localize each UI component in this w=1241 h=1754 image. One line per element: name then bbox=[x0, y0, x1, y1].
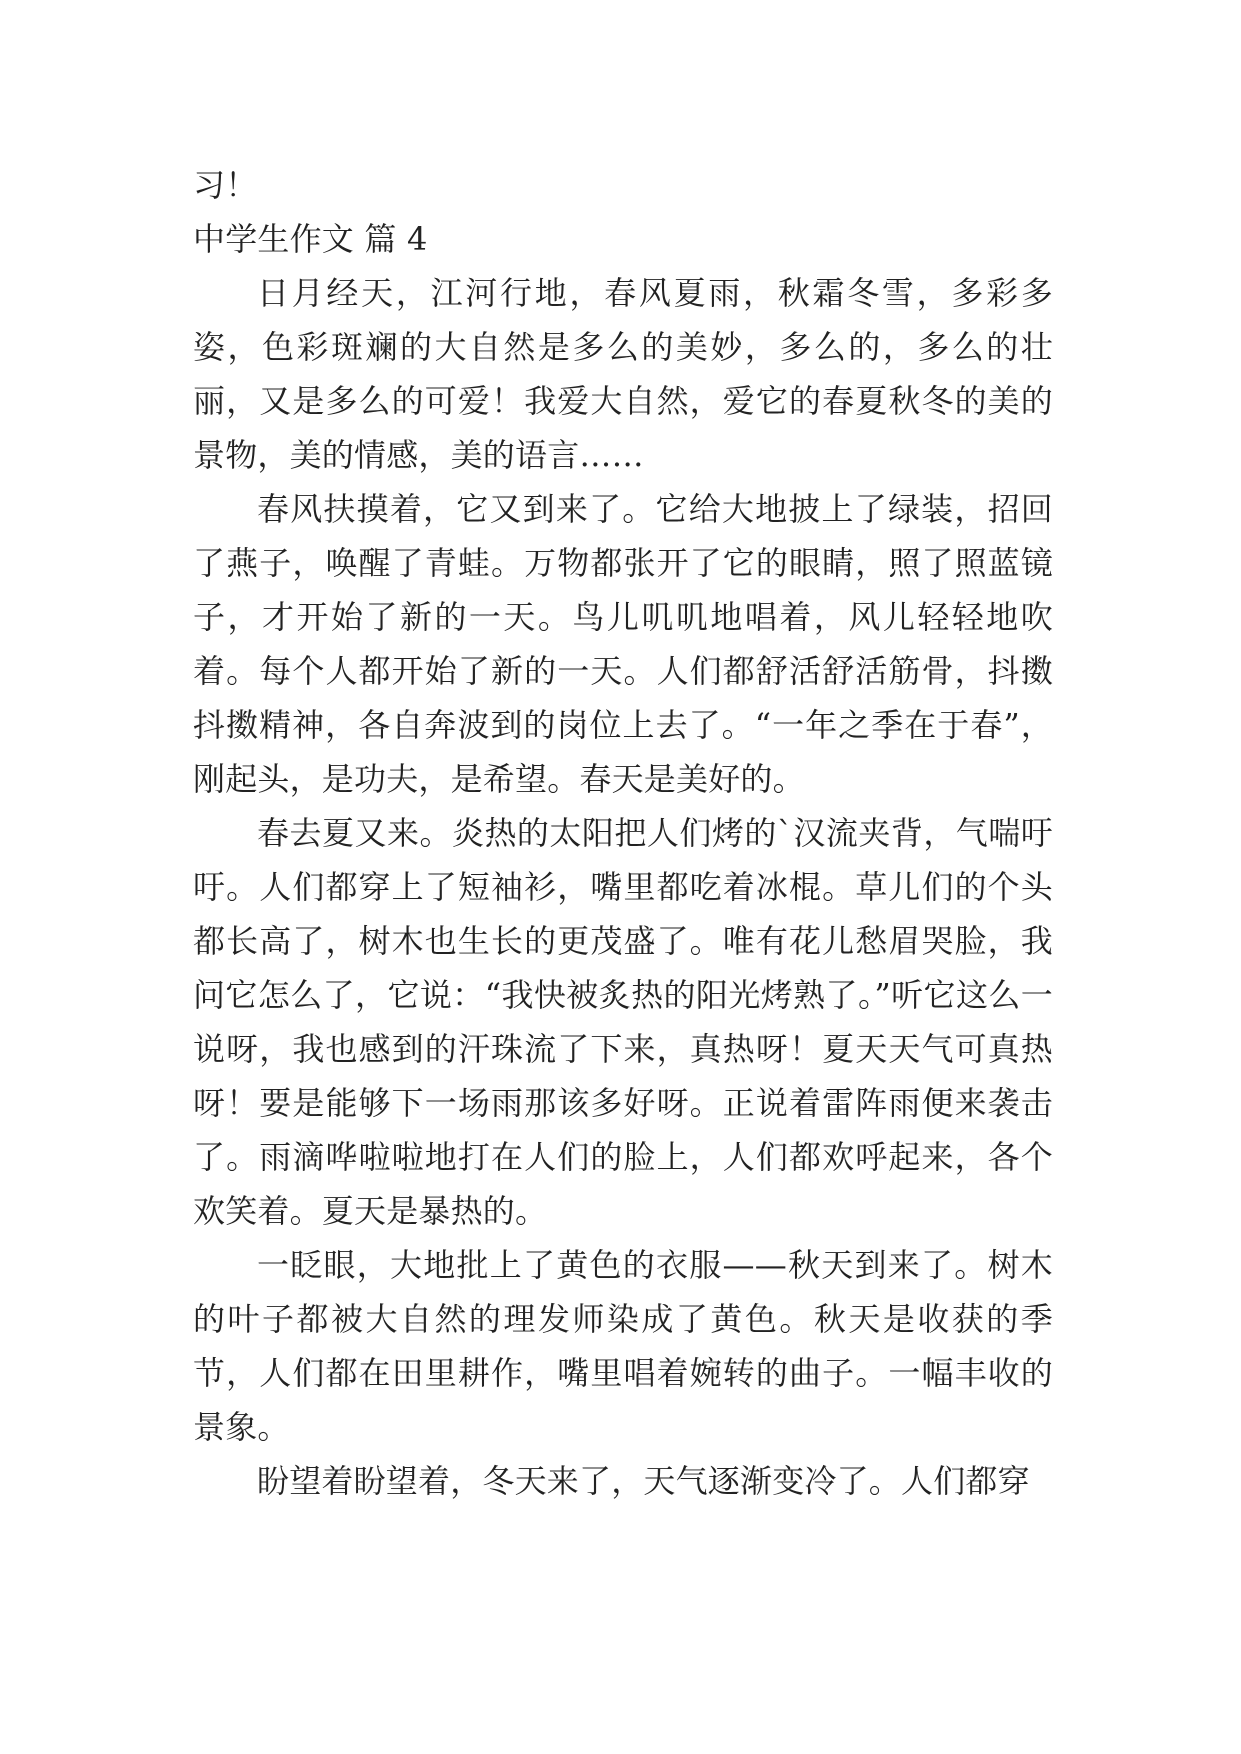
essay-heading: 中学生作文 篇 4 bbox=[193, 220, 428, 258]
paragraph-3: 春去夏又来。炎热的太阳把人们烤的`汉流夹背，气喘吁吁。人们都穿上了短袖衫，嘴里都吃着冰棍。草儿们的个头都长高了，树木也生长的更茂盛了。唯有花儿愁眉哭脸，我问它怎么了，它说：“我快被炙热的阳光烤熟了。”听它这么一说呀，我也感到的汗珠流了下来，真热呀！夏天天气可真热呀！要是能够下一场雨那该多好呀。正说着雷阵雨便来袭击了。雨滴哗啦啦地打在人们的脸上，人们都欢呼起来，各个欢笑着。夏天是暴热的。 bbox=[193, 814, 1053, 1230]
document-body bbox=[193, 158, 1053, 1508]
paragraph-4: 一眨眼，大地批上了黄色的衣服——秋天到来了。树木的叶子都被大自然的理发师染成了黄色。秋天是收获的季节，人们都在田里耕作，嘴里唱着婉转的曲子。一幅丰收的景象。 bbox=[193, 1246, 1053, 1446]
paragraph-1: 日月经天，江河行地，春风夏雨，秋霜冬雪，多彩多姿，色彩斑斓的大自然是多么的美妙，多么的，多么的壮丽，又是多么的可爱！我爱大自然，爱它的春夏秋冬的美的景物，美的情感，美的语言…… bbox=[193, 274, 1053, 474]
paragraph-2: 春风扶摸着，它又到来了。它给大地披上了绿装，招回了燕子，唤醒了青蛙。万物都张开了它的眼睛，照了照蓝镜子，才开始了新的一天。鸟儿叽叽地唱着，风儿轻轻地吹着。每个人都开始了新的一天。人们都舒活舒活筋骨，抖擞抖擞精神，各自奔波到的岗位上去了。“一年之季在于春”，刚起头，是功夫，是希望。春天是美好的。 bbox=[193, 490, 1053, 798]
paragraph-5: 盼望着盼望着，冬天来了，天气逐渐变冷了。人们都穿 bbox=[257, 1462, 1030, 1500]
continuation-text: 习！ bbox=[193, 166, 258, 204]
